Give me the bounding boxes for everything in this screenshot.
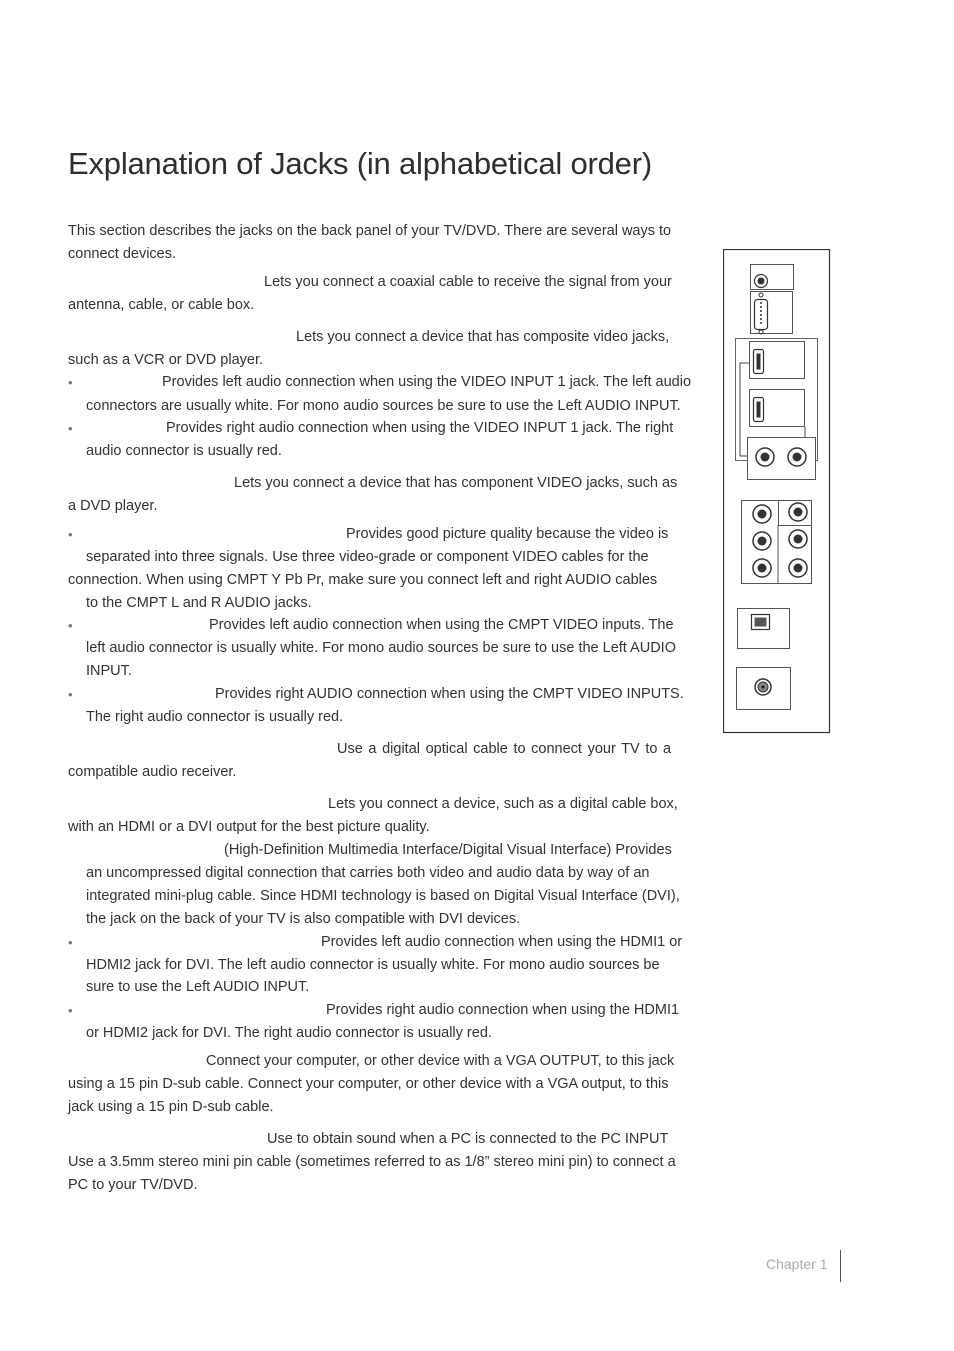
chapter-label: Chapter 1	[766, 1256, 828, 1272]
av-right-audio-line-1: Provides right audio connection when using the VIDEO INPUT 1 jack. The right	[166, 420, 674, 436]
vga-line-1: Connect your computer, or other device with a VGA OUTPUT, to this jack	[206, 1053, 675, 1069]
pcaudio-line-2: Use a 3.5mm stereo mini pin cable (sometimes referred to as 1/8” stereo mini pin) to connect a	[68, 1154, 676, 1170]
hdmi-right-audio-line-1: Provides right audio connection when using the HDMI1	[326, 1002, 680, 1018]
av-left-audio-line-1: Provides left audio connection when using the VIDEO INPUT 1 jack. The left audio	[162, 374, 692, 390]
vga-jack-icon	[751, 292, 793, 335]
cmpt-video-line-4: to the CMPT L and R AUDIO jacks.	[86, 595, 312, 611]
av-line-2: such as a VCR or DVD player.	[68, 352, 264, 368]
bullet-marker: •	[68, 687, 73, 702]
av-line-1: Lets you connect a device that has composite video jacks,	[296, 329, 670, 345]
bullet-marker: •	[68, 527, 73, 542]
pc-audio-jack-icon	[751, 265, 794, 290]
hdmi-right-audio-line-2: or HDMI2 jack for DVI. The right audio connector is usually red.	[86, 1025, 492, 1041]
hdmi-left-audio-line-3: sure to use the Left AUDIO INPUT.	[86, 979, 310, 995]
back-panel-diagram	[723, 249, 831, 740]
cmpt-left-audio-line-3: INPUT.	[86, 663, 132, 679]
vga-line-2: using a 15 pin D-sub cable. Connect your computer, or other device with a VGA output, to this	[68, 1076, 669, 1092]
optical-line-1: Use a digital optical cable to connect your TV to a	[337, 741, 672, 757]
cmpt-right-audio-line-1: Provides right AUDIO connection when using the CMPT VIDEO INPUTS.	[215, 686, 684, 702]
cmpt-video-line-2: separated into three signals. Use three video-grade or component VIDEO cables for the	[86, 549, 649, 565]
page-title: Explanation of Jacks (in alphabetical order)	[68, 146, 652, 181]
av-right-audio-line-2: audio connector is usually red.	[86, 443, 282, 459]
hdmi-desc-line-1: (High-Definition Multimedia Interface/Digital Visual Interface) Provides	[224, 842, 672, 858]
antenna-line-2: antenna, cable, or cable box.	[68, 297, 255, 313]
bullet-marker: •	[68, 618, 73, 633]
component-jacks-icon	[742, 501, 812, 585]
vga-line-3: jack using a 15 pin D-sub cable.	[68, 1099, 274, 1115]
bullet-marker: •	[68, 1003, 73, 1018]
cmpt-video-line-3: connection. When using CMPT Y Pb Pr, make sure you connect left and right AUDIO cables	[68, 572, 658, 588]
optical-line-2: compatible audio receiver.	[68, 764, 237, 780]
hdmi-audio-jacks-icon	[748, 438, 816, 480]
cmpt-left-audio-line-1: Provides left audio connection when using the CMPT VIDEO inputs. The	[209, 617, 674, 633]
cmpt-video-line-1: Provides good picture quality because the video is	[346, 526, 669, 542]
intro-line-2: connect devices.	[68, 246, 177, 262]
cmpt-right-audio-line-2: The right audio connector is usually red.	[86, 709, 344, 725]
hdmi-left-audio-line-1: Provides left audio connection when using the HDMI1 or	[321, 934, 683, 950]
cmpt-line-1: Lets you connect a device that has component VIDEO jacks, such as	[234, 475, 678, 491]
hdmi-line-2: with an HDMI or a DVI output for the best picture quality.	[68, 819, 430, 835]
pcaudio-line-1: Use to obtain sound when a PC is connected to the PC INPUT	[267, 1131, 669, 1147]
hdmi1-jack-icon	[750, 342, 805, 379]
optical-jack-icon	[738, 609, 790, 649]
av-left-audio-line-2: connectors are usually white. For mono audio sources be sure to use the Left AUDIO INPUT.	[86, 398, 681, 414]
hdmi-desc-line-4: the jack on the back of your TV is also compatible with DVI devices.	[86, 911, 521, 927]
footer-divider	[840, 1250, 841, 1282]
hdmi-desc-line-3: integrated mini-plug cable. Since HDMI technology is based on Digital Visual Interface (DVI),	[86, 888, 680, 904]
hdmi-desc-line-2: an uncompressed digital connection that carries both video and audio data by way of an	[86, 865, 650, 881]
pcaudio-line-3: PC to your TV/DVD.	[68, 1177, 198, 1193]
bullet-marker: •	[68, 421, 73, 436]
hdmi-left-audio-line-2: HDMI2 jack for DVI. The left audio connector is usually white. For mono audio sources be	[86, 957, 660, 973]
hdmi-line-1: Lets you connect a device, such as a digital cable box,	[328, 796, 678, 812]
bullet-marker: •	[68, 375, 73, 390]
intro-line-1: This section describes the jacks on the back panel of your TV/DVD. There are several ways to	[68, 223, 672, 239]
cmpt-left-audio-line-2: left audio connector is usually white. For mono audio sources be sure to use the Left AUDIO	[86, 640, 676, 656]
antenna-jack-icon	[737, 668, 791, 710]
bullet-marker: •	[68, 935, 73, 950]
cmpt-line-2: a DVD player.	[68, 498, 158, 514]
antenna-line-1: Lets you connect a coaxial cable to receive the signal from your	[264, 274, 672, 290]
hdmi2-jack-icon	[750, 390, 805, 427]
